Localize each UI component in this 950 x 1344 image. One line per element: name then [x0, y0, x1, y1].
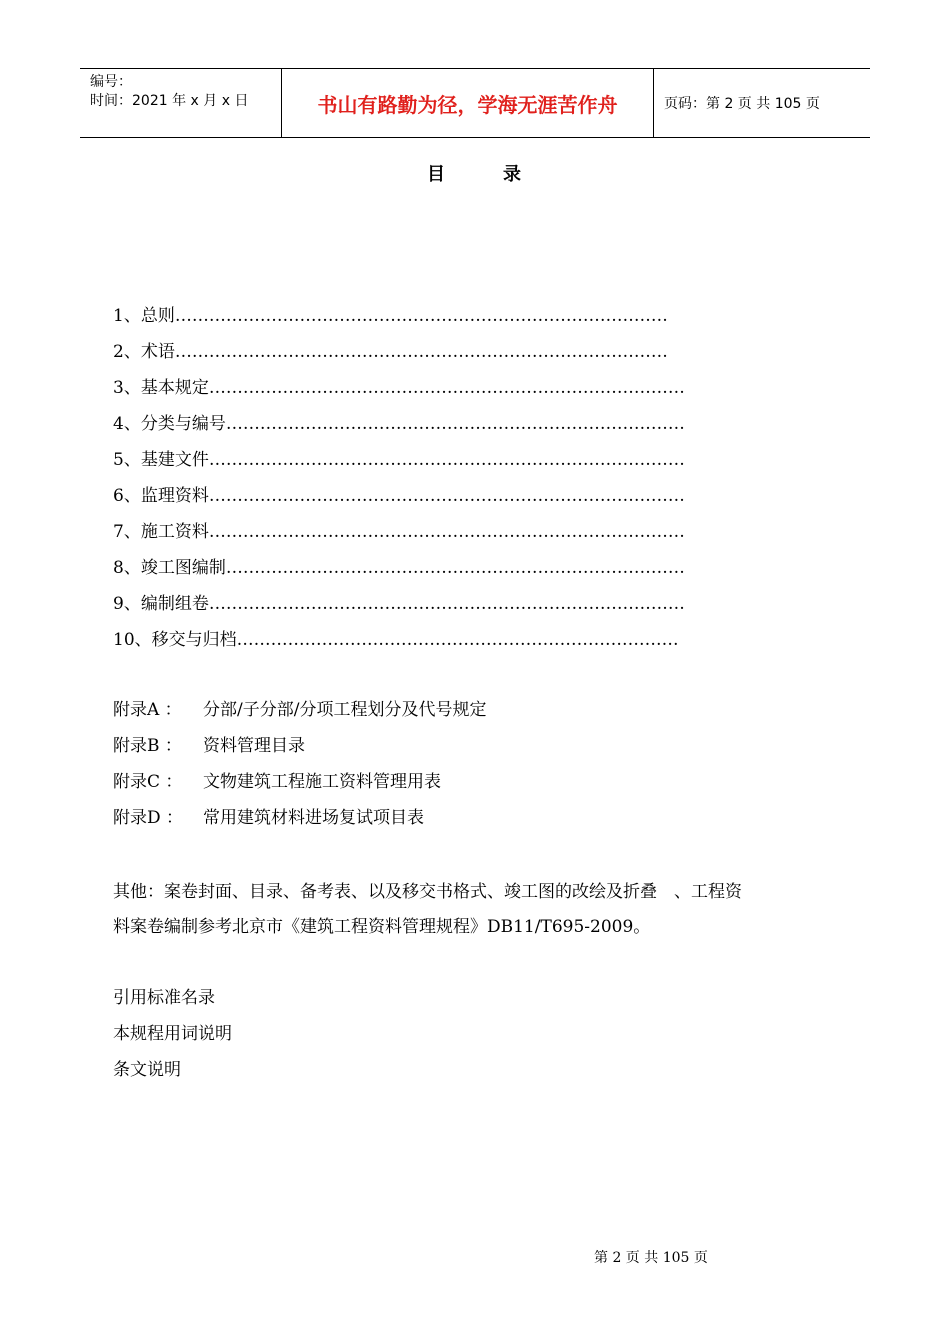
toc-leader-dots: …………………………………………………………………………… [174, 306, 668, 326]
appendix-entry[interactable] [113, 770, 486, 806]
reference-item[interactable]: 引用标准名录 [113, 988, 215, 1008]
toc-entry-label: 9、编制组卷 [113, 594, 209, 614]
appendix-entry[interactable] [113, 734, 486, 770]
header-page-info: 页码：第 2 页 共 105 页 [664, 96, 820, 112]
toc-entry[interactable] [113, 484, 753, 520]
toc-leader-dots: …………………………………………………………………………… [174, 342, 668, 362]
appendix-entry[interactable] [113, 806, 486, 842]
toc-entry[interactable] [113, 304, 753, 340]
document-number-label: 编号： [90, 74, 132, 90]
reference-item[interactable]: 条文说明 [113, 1060, 181, 1080]
toc-leader-dots: …………………………………………………………………… [236, 630, 679, 650]
toc-leader-dots: ………………………………………………………………………… [208, 378, 685, 398]
toc-entry[interactable] [113, 592, 753, 628]
toc-entry-label: 5、基建文件 [113, 450, 209, 470]
other-paragraph [113, 875, 843, 945]
appendix-label: 附录D ： [113, 808, 184, 828]
appendix-title: 分部/子分部/分项工程划分及代号规定 [203, 700, 487, 720]
toc-entry-label: 1、总则 [113, 306, 175, 326]
toc-entry-label: 8、竣工图编制 [113, 558, 226, 578]
toc-entry[interactable] [113, 448, 753, 484]
other-line-2: 料案卷编制参考北京市《建筑工程资料管理规程》DB11/T695-2009。 [113, 917, 651, 937]
toc-entry-label: 2、术语 [113, 342, 175, 362]
appendix-entry[interactable] [113, 698, 486, 734]
footer-page-number: 第 2 页 共 105 页 [594, 1250, 708, 1266]
toc-entry[interactable] [113, 412, 753, 448]
appendix-list [113, 698, 486, 842]
other-line-1: 其他：案卷封面、目录、备考表、以及移交书格式、竣工图的改绘及折叠 、工程资 [113, 882, 742, 902]
toc-entry-label: 10、移交与归档 [113, 630, 237, 650]
appendix-label: 附录C ： [113, 772, 183, 792]
reference-item[interactable]: 本规程用词说明 [113, 1024, 232, 1044]
title-char-1: 目 [427, 164, 447, 185]
page-title [0, 160, 950, 186]
appendix-title: 资料管理目录 [203, 736, 305, 756]
title-char-2: 录 [503, 164, 523, 185]
toc-leader-dots: ………………………………………………………………………… [208, 486, 685, 506]
toc-entry-label: 7、施工资料 [113, 522, 209, 542]
toc-leader-dots: ……………………………………………………………………… [225, 558, 685, 578]
appendix-title: 常用建筑材料进场复试项目表 [203, 808, 424, 828]
toc-leader-dots: ………………………………………………………………………… [208, 450, 685, 470]
document-date-label: 时间：2021 年 x 月 x 日 [90, 93, 249, 109]
appendix-title: 文物建筑工程施工资料管理用表 [203, 772, 441, 792]
reference-list [113, 986, 232, 1094]
toc-leader-dots: ………………………………………………………………………… [208, 594, 685, 614]
toc-entry[interactable] [113, 556, 753, 592]
toc-entry[interactable] [113, 520, 753, 556]
toc-entry-label: 4、分类与编号 [113, 414, 226, 434]
toc-entry[interactable] [113, 628, 753, 664]
toc-leader-dots: ………………………………………………………………………… [208, 522, 685, 542]
toc-entry[interactable] [113, 376, 753, 412]
toc-entry-label: 6、监理资料 [113, 486, 209, 506]
header-meta-cell [80, 69, 282, 137]
page-header [80, 68, 870, 138]
toc-leader-dots: ……………………………………………………………………… [225, 414, 685, 434]
header-motto: 书山有路勤为径，学海无涯苦作舟 [282, 69, 654, 137]
appendix-label: 附录A ： [113, 700, 182, 720]
toc-entry[interactable] [113, 340, 753, 376]
appendix-label: 附录B ： [113, 736, 182, 756]
table-of-contents [113, 304, 753, 664]
toc-entry-label: 3、基本规定 [113, 378, 209, 398]
